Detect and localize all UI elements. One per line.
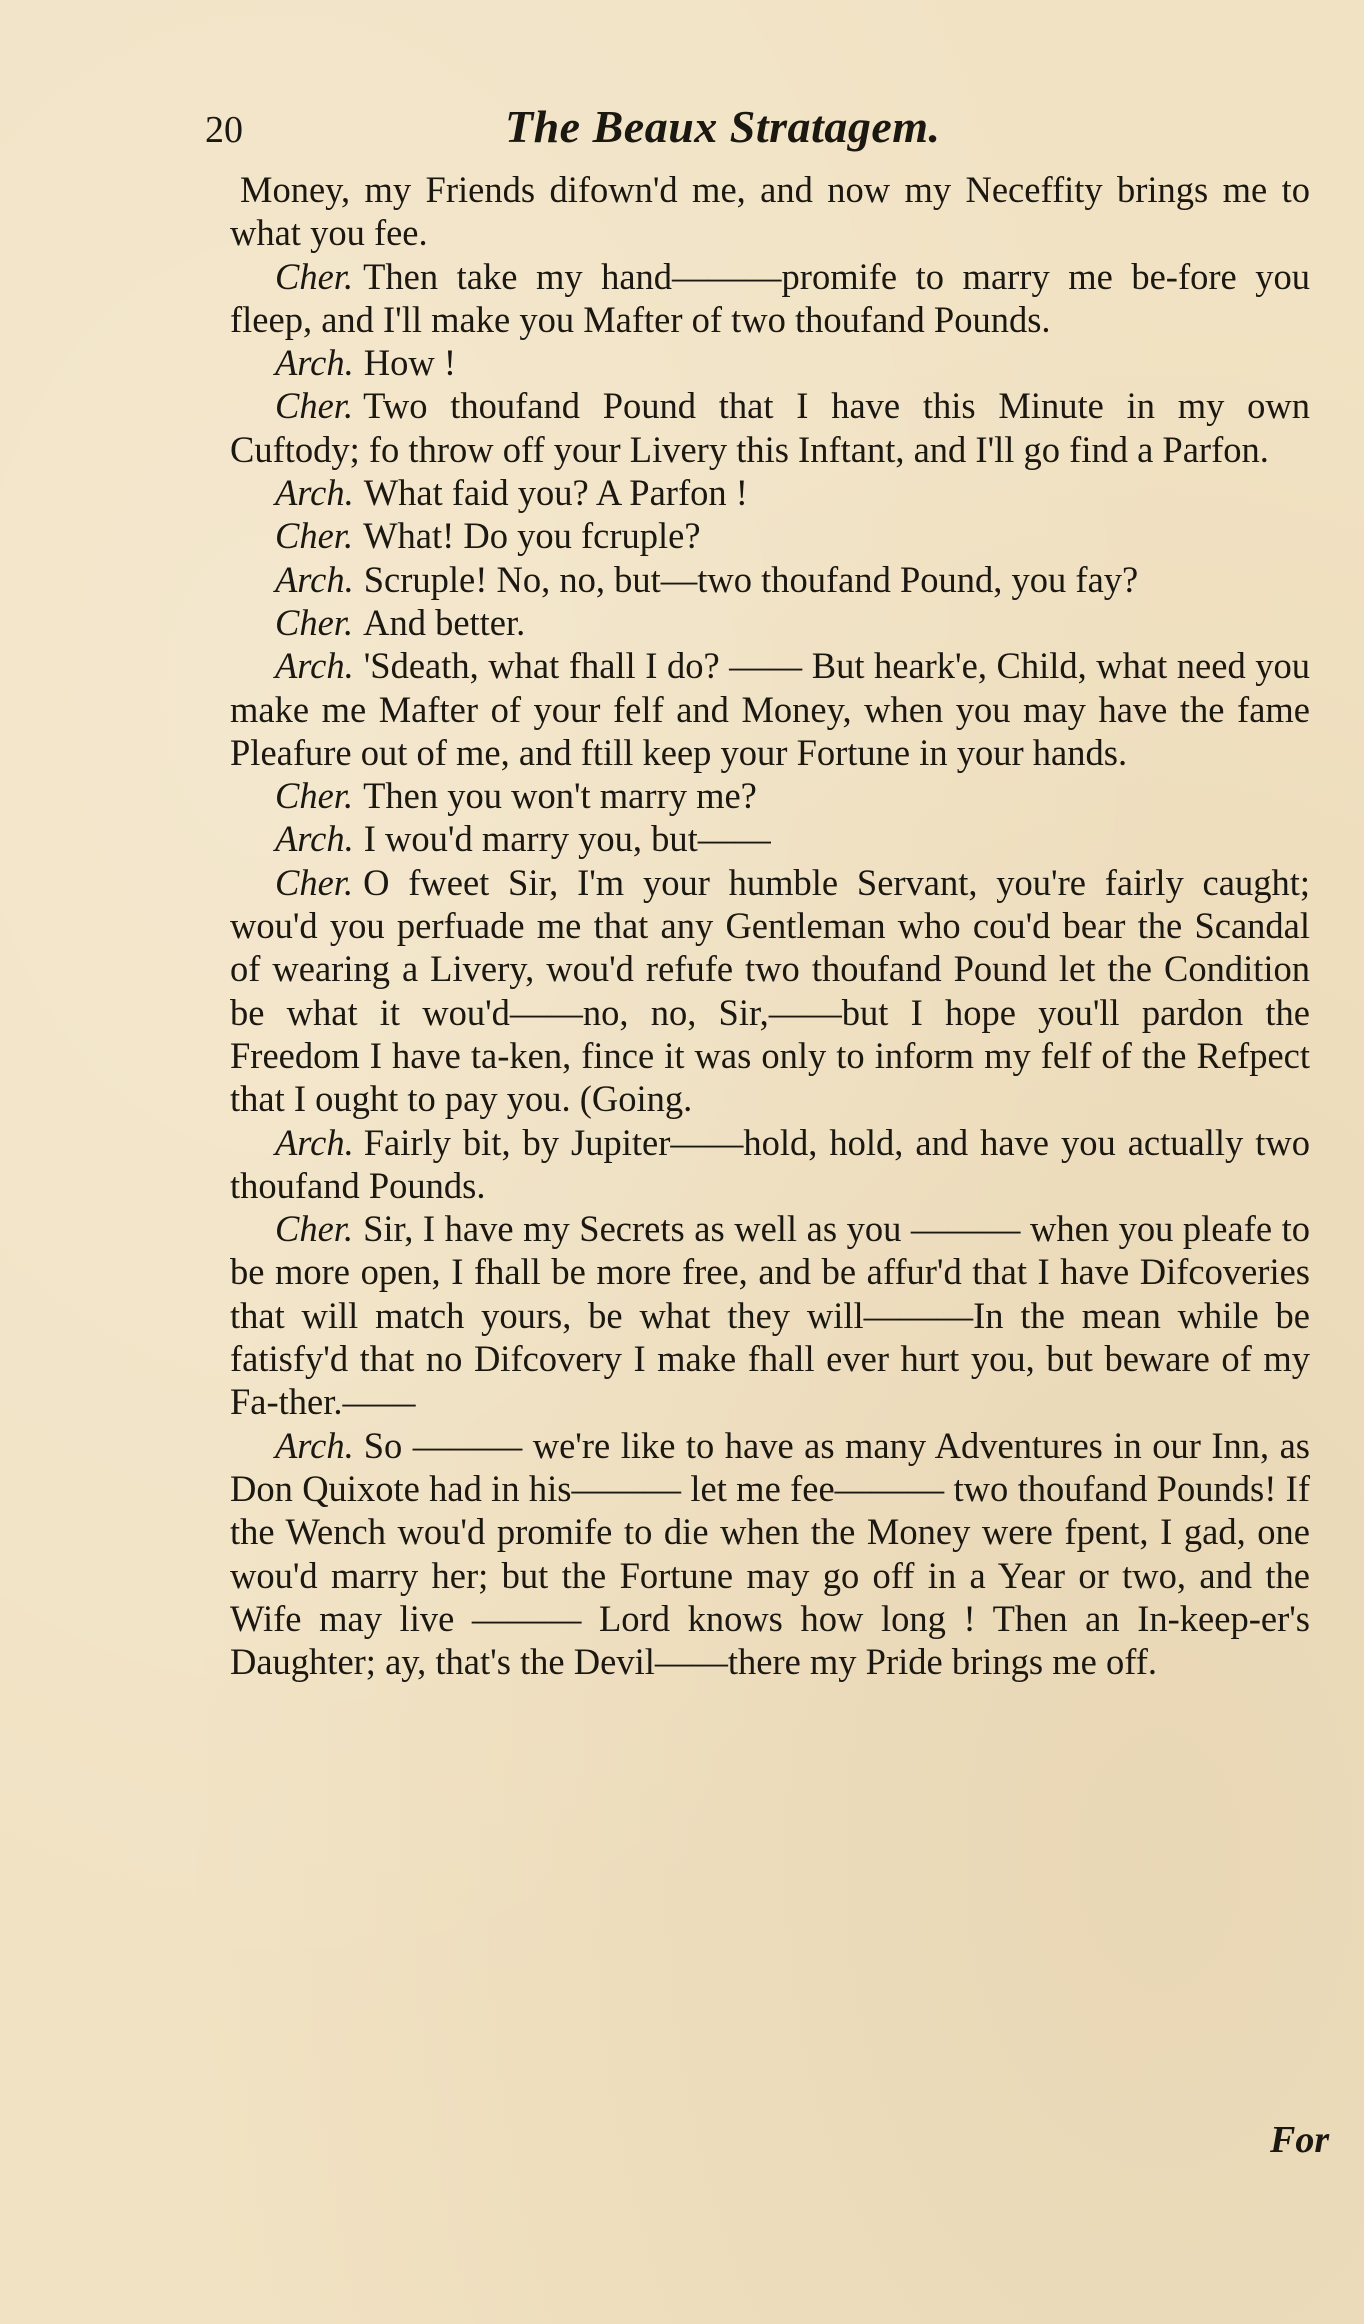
- speaker-name: Arch.: [275, 645, 354, 687]
- line-text: What! Do you fcruple?: [363, 515, 701, 557]
- dialogue-line: [230, 1121, 1310, 1208]
- catchword: For: [1270, 2119, 1330, 2161]
- dialogue-line: [230, 1207, 1310, 1423]
- speaker-name: Cher.: [275, 775, 354, 817]
- dialogue-line: [230, 817, 1310, 860]
- speaker-name: Cher.: [275, 861, 354, 903]
- speaker-name: Arch.: [275, 818, 354, 860]
- dialogue-line: [230, 861, 1310, 1121]
- running-title: The Beaux Stratagem.: [505, 101, 941, 152]
- dialogue-line: [230, 384, 1310, 471]
- line-text: Fairly bit, by Jupiter——hold, hold, and have you actually two thoufand Pounds.: [230, 1121, 1310, 1206]
- dialogue-line: [230, 644, 1310, 774]
- line-text: And better.: [363, 601, 526, 643]
- line-text: Sir, I have my Secrets as well as you ——— when you pleafe to be more open, I fhall be more free, and be affur'd that I have Difcoveries that will match yours, be what they will———In the mean while be fatisfy'd that no Difcovery I make fhall ever hurt you, but beware of my Fa-ther.——: [230, 1208, 1310, 1423]
- dialogue-line: [230, 558, 1310, 601]
- speaker-name: Arch.: [275, 558, 354, 600]
- line-text: Money, my Friends difown'd me, and now my Neceffity brings me to what you fee.: [230, 169, 1310, 254]
- line-text: Scruple! No, no, but—two thoufand Pound, you fay?: [363, 558, 1139, 600]
- line-text: 'Sdeath, what fhall I do? —— But heark'e, Child, what need you make me Mafter of your felf and Money, when you may have the fame Pleafure out of me, and ftill keep your Fortune in your hands.: [230, 645, 1310, 773]
- line-text: O fweet Sir, I'm your humble Servant, you're fairly caught; wou'd you perfuade me that any Gentleman who cou'd bear the Scandal of wearing a Livery, wou'd refufe two thoufand Pound let the Condition be what it wou'd——no, no, Sir,——but I hope you'll pardon the Freedom I have ta-ken, fince it was only to inform my felf of the Refpect that I ought to pay you. (Going.: [230, 861, 1310, 1120]
- dialogue-line: [230, 774, 1310, 817]
- speaker-name: Arch.: [275, 1424, 354, 1466]
- dialogue-line: [230, 471, 1310, 514]
- dialogue-line: [230, 341, 1310, 384]
- page-number: 20: [205, 109, 243, 151]
- page-header: [205, 100, 1305, 160]
- speaker-name: Arch.: [275, 1121, 354, 1163]
- line-text: How !: [363, 342, 456, 384]
- line-text: So ——— we're like to have as many Adventures in our Inn, as Don Quixote had in his——— let me fee——— two thoufand Pounds! If the Wench wou'd promife to die when the Money were fpent, I gad, one wou'd marry her; but the Fortune may go off in a Year or two, and the Wife may live ——— Lord knows how long ! Then an In-keep-er's Daughter; ay, that's the Devil——there my Pride brings me off.: [230, 1424, 1310, 1683]
- dialogue-line: [230, 255, 1310, 342]
- speaker-name: Arch.: [275, 472, 354, 514]
- play-text: [230, 168, 1310, 1683]
- line-text: Two thoufand Pound that I have this Minute in my own Cuftody; fo throw off your Livery this Inftant, and I'll go find a Parfon.: [230, 385, 1310, 470]
- dialogue-line: [230, 514, 1310, 557]
- speaker-name: Cher.: [275, 601, 354, 643]
- line-text: I wou'd marry you, but——: [363, 818, 771, 860]
- line-text: Then take my hand———promife to marry me be-fore you fleep, and I'll make you Mafter of two thoufand Pounds.: [230, 255, 1310, 340]
- dialogue-line: [230, 168, 1310, 255]
- line-text: Then you won't marry me?: [363, 775, 757, 817]
- speaker-name: Cher.: [275, 1208, 354, 1250]
- dialogue-line: [230, 601, 1310, 644]
- dialogue-line: [230, 1424, 1310, 1684]
- speaker-name: Cher.: [275, 255, 354, 297]
- speaker-name: Cher.: [275, 515, 354, 557]
- line-text: What faid you? A Parfon !: [363, 472, 748, 514]
- speaker-name: Arch.: [275, 342, 354, 384]
- speaker-name: Cher.: [275, 385, 354, 427]
